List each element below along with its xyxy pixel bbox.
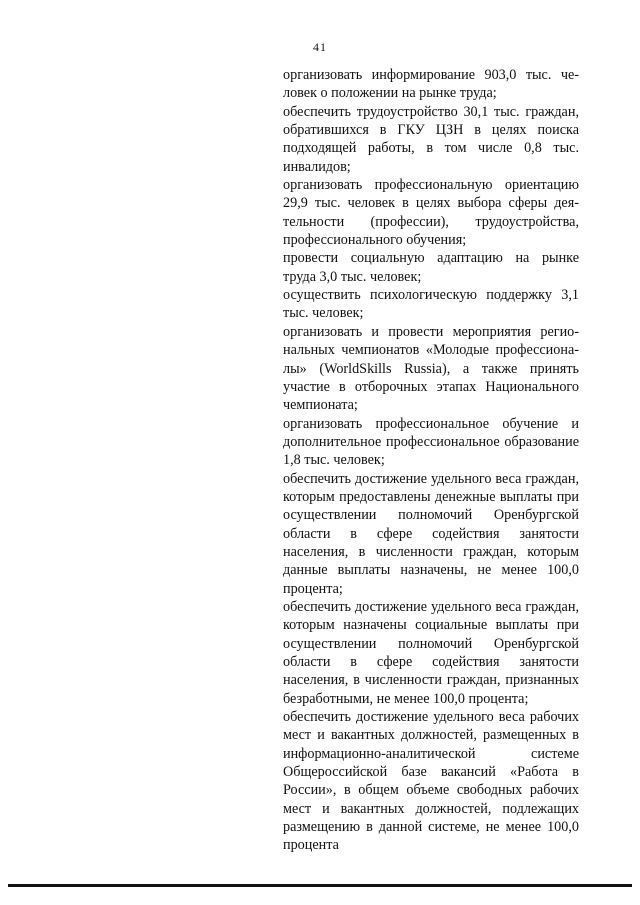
paragraph-informing: организовать информирование 903,0 тыс. человек о положении на рынке труда; — [283, 67, 579, 102]
paragraph-vacancies: обеспечить достижение удельного веса рабочих мест и вакантных должностей, размещенных в информационно-аналитической системе Общероссийской базе вакансий «Работа в России», в общем объеме свободных рабочих мест и вакантных должностей, подлежащих размещению в данной системе, не менее 100,0 процента — [283, 709, 579, 854]
paragraph-psychological-support: осуществить психологическую поддержку 3,1 тыс. человек; — [283, 287, 579, 322]
paragraph-social-adaptation: провести социальную адаптацию на рынке труда 3,0 тыс. человек; — [283, 250, 579, 285]
page-number: 41 — [313, 40, 327, 54]
paragraph-employment: обеспечить трудоустройство 30,1 тыс. граждан, обратившихся в ГКУ ЦЗН в целях поиска подходящей работы, в том числе 0,8 тыс. инвалидов; — [283, 103, 579, 175]
paragraph-vocational-training: организовать профессиональное обучение и дополнительное профессиональное образование 1,8 тыс. человек; — [283, 415, 579, 469]
paragraph-career-guidance: организовать профессиональную ориентацию 29,9 тыс. человек в целях выбора сферы деятельности (профессии), трудоустройства, профессионального обучения; — [283, 177, 579, 249]
paragraph-cash-payments: обеспечить достижение удельного веса граждан, которым предоставлены денежные выплаты при осуществлении полномочий Оренбургской области в сфере содействия занятости населения, в численности граждан, которым данные выплаты назначены, не менее 100,0 процента; — [283, 470, 579, 597]
paragraph-worldskills: организовать и провести мероприятия региональных чемпионатов «Молодые профессионалы» (WorldSkills Russia), а также принять участие в отборочных этапах Национального чемпионата; — [283, 323, 579, 414]
bottom-divider — [8, 884, 632, 887]
document-body — [283, 66, 579, 855]
paragraph-social-payments: обеспечить достижение удельного веса граждан, которым назначены социальные выплаты при осуществлении полномочий Оренбургской области в сфере содействия занятости населения, в численности граждан, признанных безработными, не менее 100,0 процента; — [283, 598, 579, 707]
